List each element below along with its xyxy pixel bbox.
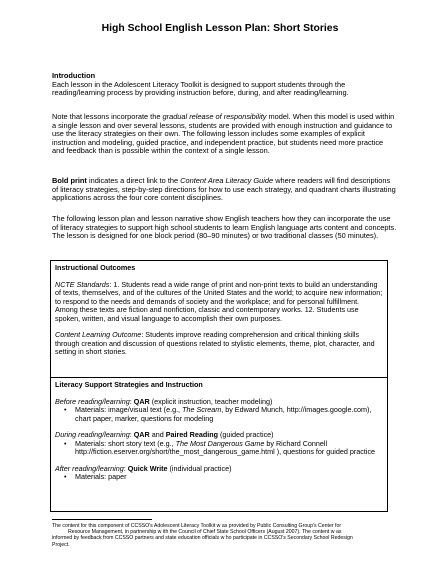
- strategies-cell: [51, 377, 387, 511]
- intro-paragraph-3: [52, 177, 397, 203]
- footnote-line-4: Project.: [52, 541, 70, 548]
- before-materials-lead: Materials: image/visual text (e.g.,: [75, 405, 183, 414]
- before-materials-rest: , by Edward Munch, http://images.google.com), chart paper, marker, questions for modeling: [75, 405, 372, 423]
- p2-emphasis: gradual release of responsibility: [162, 112, 267, 121]
- outcomes-heading: Instructional Outcomes: [55, 263, 136, 272]
- p3-emphasis: Content Area Literacy Guide: [180, 176, 274, 185]
- intro-heading: Introduction: [52, 71, 96, 80]
- footnote: [52, 523, 392, 548]
- p2-lead: Note that lessons incorporate the: [52, 112, 163, 121]
- footnote-rule: [52, 519, 152, 520]
- p3-rest: where readers will find descriptions of literacy strategies, step-by-step directions for how to use each strategy, and quadrant charts illustrating applications across the four core content disciplines.: [52, 176, 396, 203]
- footnote-line-3: informed by feedback from CCSSO partners and state education officials w ho participate in CCSSO's Secondary School Redesign: [52, 535, 353, 542]
- during-materials-title: The Most Dangerous Game: [175, 438, 265, 448]
- strategies-heading: Literacy Support Strategies and Instruction: [55, 380, 203, 389]
- during-strategy-2: Paired Reading: [165, 430, 219, 439]
- p4-text: The following lesson plan and lesson narrative show English teachers how they can incorporate the use of literacy strategies to support high school students to learn English language arts content and concepts. The lesson is designed for one block period (80–90 minutes) or two traditional classes (50 minutes).: [52, 214, 397, 241]
- during-materials-rest: by Richard Connell http://fiction.eserver.org/short/the_most_dangerous_game.html ), questions for guided practice: [75, 438, 376, 456]
- during-strategy-1: QAR: [133, 430, 150, 439]
- after-materials: • Materials: paper: [55, 473, 383, 482]
- clo-text: : Students improve reading comprehension and critical thinking skills through creation and discussion of questions related to stylistic elements, theme, plot, character, and setting in short stories.: [55, 330, 375, 356]
- p3-lead: indicates a direct link to the: [86, 176, 181, 185]
- before-strategy: QAR: [133, 396, 150, 406]
- during-sep: :: [129, 430, 134, 439]
- p3-bold: Bold print: [52, 176, 87, 185]
- intro-section: [52, 72, 397, 98]
- ncte-text: : 1. Students read a wide range of print and non-print texts to build an understanding of texts, themselves, and of the cultures of the United States and the world; to acquire new information; to respond to the needs and demands of society and the workplace; and for personal fulfillment. Among these texts are fiction and nonfiction, classic and contemporary works. 12. Students use spoken, written, and visual language to accomplish their own purposes.: [55, 279, 383, 323]
- footnote-line-1: The content for this component of CCSSO's Adolescent Literacy Toolkit w as provided by Public Consulting Group's Center for: [52, 523, 342, 529]
- during-materials-lead: Materials: short story text (e.g.,: [75, 438, 176, 448]
- p2-rest: model. When this model is used within a single lesson and over several lessons, students are provided with enough instruction and guidance to use the literacy strategies on their own. The following lesson includes some examples of explicit instruction and modeling, guided practice, and independent practice, but students need more practice and feedback than is possible within the context of a single lesson.: [52, 112, 395, 156]
- after-strategy: Quick Write: [127, 463, 168, 473]
- outcomes-cell: [51, 261, 387, 377]
- intro-paragraph-2: [52, 113, 397, 156]
- before-materials: [55, 406, 383, 423]
- before-sep: :: [129, 396, 134, 406]
- after-sep: :: [123, 463, 128, 473]
- clo-label: Content Learning Outcome: [55, 330, 142, 339]
- during-label: During reading/learning: [55, 430, 130, 439]
- ncte-label: NCTE Standards: [55, 279, 110, 289]
- during-and: and: [149, 430, 166, 439]
- after-label: After reading/learning: [55, 463, 124, 473]
- intro-paragraph-4: [52, 215, 397, 241]
- lesson-table: [50, 260, 388, 512]
- before-note: (explicit instruction, teacher modeling): [149, 396, 273, 406]
- footnote-line-2: Resource Management, in partnership w ith the Council of Chief State School Officers (August 2007). The content w as: [68, 529, 342, 536]
- before-materials-title: The Scream: [182, 405, 222, 414]
- before-label: Before reading/learning: [55, 396, 130, 406]
- intro-paragraph-1: Each lesson in the Adolescent Literacy Toolkit is designed to support students through the reading/learning process by providing instruction before, during, and after reading/learning.: [52, 79, 349, 98]
- during-note: (guided practice): [218, 430, 274, 439]
- during-materials: [55, 440, 383, 457]
- after-note: (individual practice): [167, 463, 232, 473]
- page-title: High School English Lesson Plan: Short Stories: [101, 23, 339, 34]
